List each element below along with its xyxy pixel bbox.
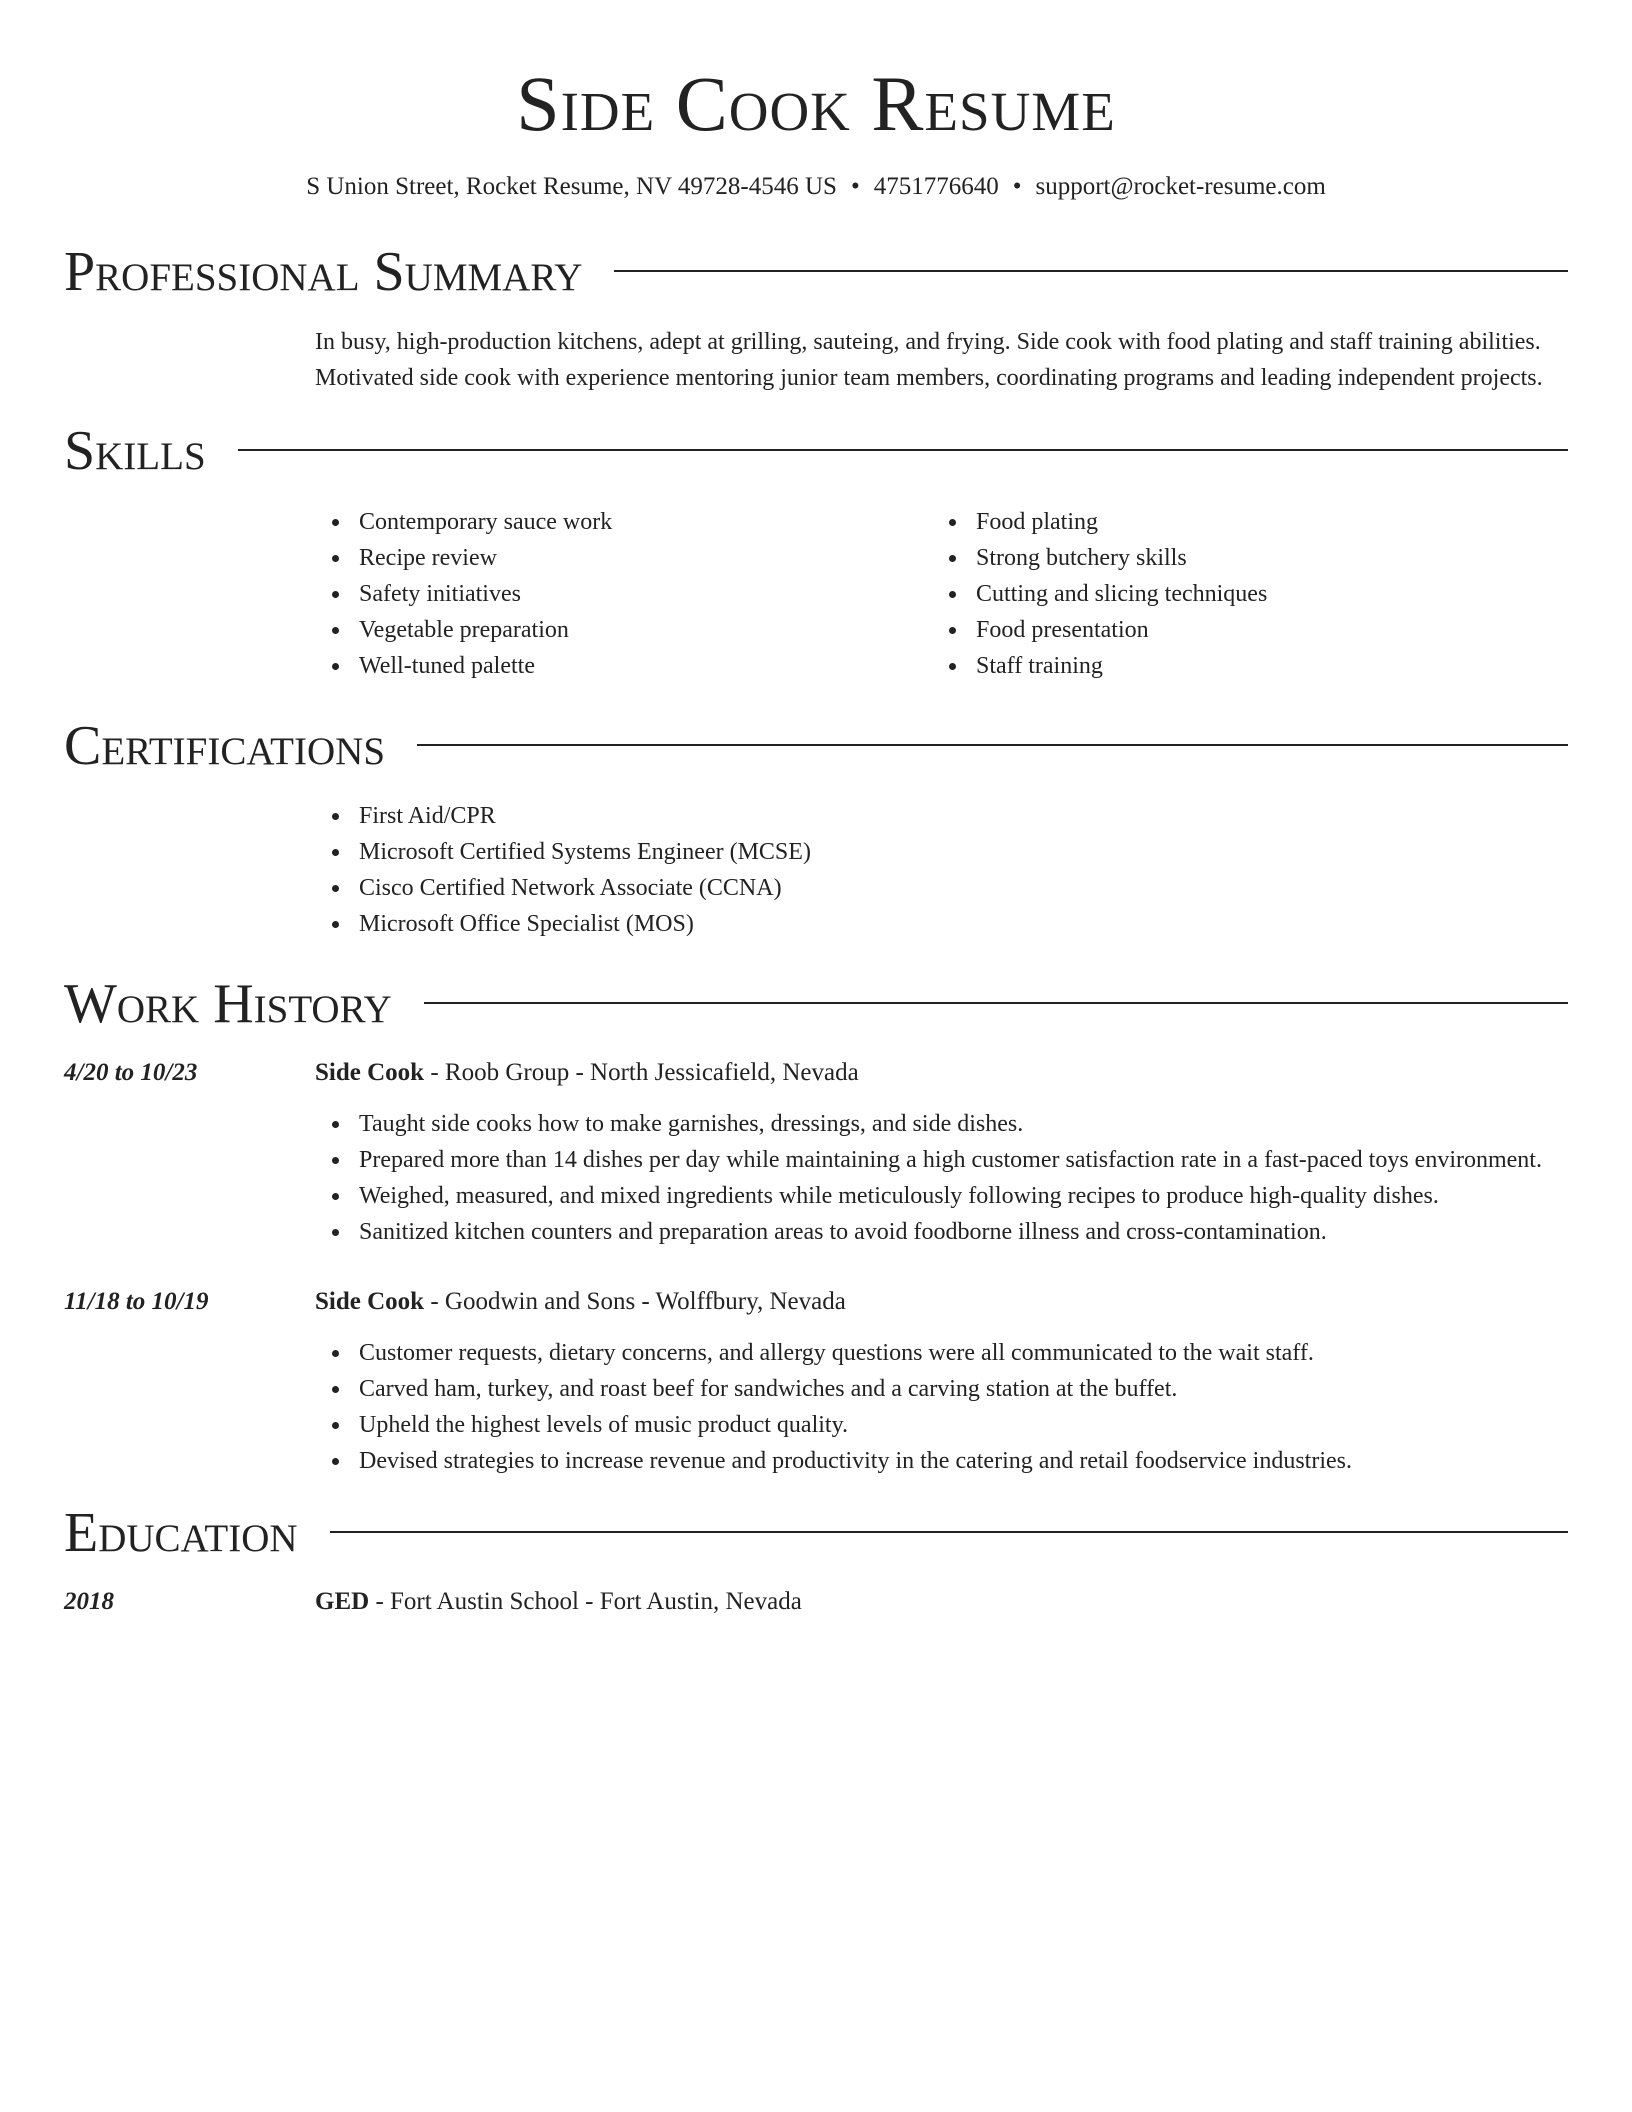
section-header bbox=[64, 1501, 1568, 1565]
job-bullet: Weighed, measured, and mixed ingredients while meticulously following recipes to produce high-quality dishes. bbox=[359, 1178, 1568, 1214]
education-heading bbox=[315, 1585, 1568, 1619]
skill-item: Well-tuned palette bbox=[359, 648, 932, 684]
job-content bbox=[315, 1056, 1568, 1250]
certifications-list bbox=[315, 798, 1568, 942]
section-title-education: Education bbox=[64, 1502, 298, 1564]
skills-column-left bbox=[315, 504, 932, 684]
job-content bbox=[315, 1285, 1568, 1479]
job-bullets bbox=[315, 1335, 1568, 1479]
job-bullets bbox=[315, 1106, 1568, 1250]
skills-list-right bbox=[932, 504, 1549, 684]
resume-title: Side Cook Resume bbox=[516, 60, 1116, 147]
skill-item: Vegetable preparation bbox=[359, 612, 932, 648]
job-entry bbox=[64, 1056, 1568, 1250]
skills-grid bbox=[315, 504, 1568, 684]
education-year: 2018 bbox=[64, 1588, 114, 1615]
skills-section bbox=[64, 419, 1568, 684]
job-employer: - Goodwin and Sons - Wolffbury, Nevada bbox=[424, 1288, 846, 1315]
section-divider bbox=[238, 449, 1568, 451]
section-header bbox=[64, 419, 1568, 483]
skill-item: Safety initiatives bbox=[359, 576, 932, 612]
job-dates: 11/18 to 10/19 bbox=[64, 1288, 209, 1315]
job-bullet: Customer requests, dietary concerns, and allergy questions were all communicated to the wait staff. bbox=[359, 1335, 1568, 1371]
certification-item: Cisco Certified Network Associate (CCNA) bbox=[359, 870, 1568, 906]
job-bullet: Devised strategies to increase revenue and productivity in the catering and retail foodservice industries. bbox=[359, 1443, 1568, 1479]
education-entry bbox=[64, 1585, 1568, 1619]
certifications-section bbox=[64, 714, 1568, 942]
job-bullet: Sanitized kitchen counters and preparation areas to avoid foodborne illness and cross-contamination. bbox=[359, 1214, 1568, 1250]
section-header bbox=[64, 240, 1568, 304]
job-bullet: Carved ham, turkey, and roast beef for sandwiches and a carving station at the buffet. bbox=[359, 1371, 1568, 1407]
skill-item: Strong butchery skills bbox=[976, 540, 1549, 576]
section-divider bbox=[614, 270, 1568, 272]
skills-body bbox=[315, 504, 1568, 684]
skill-item: Recipe review bbox=[359, 540, 932, 576]
contact-separator: • bbox=[1012, 173, 1022, 200]
summary-text: In busy, high-production kitchens, adept at grilling, sauteing, and frying. Side cook with food plating and staff training abilities. Motivated side cook with experience mentoring junior team members, coordinating programs and leading independent projects. bbox=[315, 329, 1543, 391]
contact-phone: 4751776640 bbox=[873, 173, 999, 200]
skill-item: Contemporary sauce work bbox=[359, 504, 932, 540]
education-section bbox=[64, 1501, 1568, 1619]
section-divider bbox=[424, 1002, 1568, 1004]
job-heading bbox=[315, 1056, 1568, 1090]
job-employer: - Roob Group - North Jessicafield, Nevada bbox=[424, 1059, 859, 1086]
certification-item: Microsoft Office Specialist (MOS) bbox=[359, 906, 1568, 942]
summary-body bbox=[315, 324, 1568, 396]
job-heading bbox=[315, 1285, 1568, 1319]
contact-address: S Union Street, Rocket Resume, NV 49728-4546 US bbox=[306, 173, 837, 200]
section-divider bbox=[417, 744, 1568, 746]
contact-separator: • bbox=[850, 173, 860, 200]
job-bullet: Upheld the highest levels of music product quality. bbox=[359, 1407, 1568, 1443]
skill-item: Staff training bbox=[976, 648, 1549, 684]
section-title-work-history: Work History bbox=[64, 973, 392, 1035]
education-school: - Fort Austin School - Fort Austin, Nevada bbox=[369, 1588, 802, 1615]
job-role: Side Cook bbox=[315, 1288, 425, 1315]
section-title-skills: Skills bbox=[64, 420, 206, 482]
certification-item: First Aid/CPR bbox=[359, 798, 1568, 834]
resume-page bbox=[64, 0, 1568, 1619]
section-divider bbox=[330, 1531, 1568, 1533]
skill-item: Food presentation bbox=[976, 612, 1549, 648]
skills-list-left bbox=[315, 504, 932, 684]
certifications-body bbox=[315, 798, 1568, 942]
summary-section bbox=[64, 240, 1568, 396]
section-title-summary: Professional Summary bbox=[64, 241, 583, 303]
job-bullet: Prepared more than 14 dishes per day while maintaining a high customer satisfaction rate in a fast-paced toys environment. bbox=[359, 1142, 1568, 1178]
job-role: Side Cook bbox=[315, 1059, 425, 1086]
education-degree: GED bbox=[315, 1588, 370, 1615]
skill-item: Cutting and slicing techniques bbox=[976, 576, 1549, 612]
section-header bbox=[64, 972, 1568, 1036]
job-entry bbox=[64, 1285, 1568, 1479]
contact-email: support@rocket-resume.com bbox=[1035, 173, 1326, 200]
skills-column-right bbox=[932, 504, 1549, 684]
skill-item: Food plating bbox=[976, 504, 1549, 540]
education-content bbox=[315, 1585, 1568, 1619]
job-bullet: Taught side cooks how to make garnishes, dressings, and side dishes. bbox=[359, 1106, 1568, 1142]
section-title-certifications: Certifications bbox=[64, 715, 386, 777]
contact-line bbox=[64, 170, 1568, 204]
certification-item: Microsoft Certified Systems Engineer (MCSE) bbox=[359, 834, 1568, 870]
job-dates: 4/20 to 10/23 bbox=[64, 1059, 198, 1086]
work-history-section bbox=[64, 972, 1568, 1479]
section-header bbox=[64, 714, 1568, 778]
